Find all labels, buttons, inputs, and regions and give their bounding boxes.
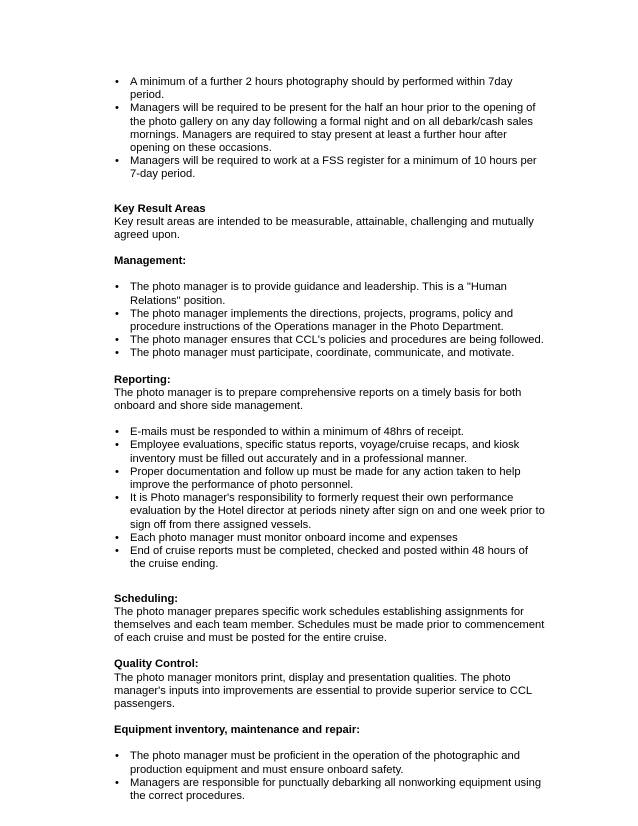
section-text: Key result areas are intended to be measurable, attainable, challenging and mutually agreed upon. <box>114 215 534 242</box>
bullet-icon: • <box>115 545 119 558</box>
list-item: • E-mails must be responded to within a minimum of 48hrs of receipt. <box>115 426 464 439</box>
bullet-icon: • <box>115 439 119 452</box>
list-item: • The photo manager must be proficient in the operation of the photographic and production equipment and must ensure onboard safety. <box>115 750 520 776</box>
list-item: • It is Photo manager's responsibility to formerly request their own performance evaluation by the Hotel director at periods ninety after sign on and one week prior to sign off from there assigned vessels. <box>115 492 545 531</box>
section-heading: Equipment inventory, maintenance and repair: <box>114 724 360 737</box>
intro-bullet-list <box>114 76 546 182</box>
section-heading: Quality Control: <box>114 658 199 671</box>
section-heading: Reporting: <box>114 373 171 386</box>
section-text: The photo manager is to prepare comprehensive reports on a timely basis for both onboard and shore side management. <box>114 386 522 413</box>
bullet-icon: • <box>115 281 119 294</box>
bullet-icon: • <box>115 776 119 789</box>
equipment-section <box>114 724 546 803</box>
scheduling-section <box>114 593 546 646</box>
list-item: • Managers will be required to work at a FSS register for a minimum of 10 hours per 7-day period. <box>115 155 537 181</box>
bullet-icon: • <box>115 102 119 115</box>
reporting-section <box>114 374 546 572</box>
bullet-icon: • <box>115 531 119 544</box>
bullet-icon: • <box>115 347 119 360</box>
bullet-icon: • <box>115 155 119 168</box>
key-result-section <box>114 203 546 243</box>
list-item: • The photo manager is to provide guidance and leadership. This is a "Human Relations" position. <box>115 281 507 307</box>
management-bullet-list <box>114 281 546 360</box>
list-item: • Managers will be required to be present for the half an hour prior to the opening of the photo gallery on any day following a formal night and on all debark/cash sales mornings. Managers are required to stay present at least a further hour after opening on these occasions. <box>115 102 536 155</box>
bullet-icon: • <box>115 492 119 505</box>
section-text: The photo manager prepares specific work schedules establishing assignments for themselves and each team member. Schedules must be made prior to commencement of each cruise and must be posted for the entire cruise. <box>114 605 545 645</box>
section-heading: Key Result Areas <box>114 202 206 215</box>
management-section <box>114 255 546 360</box>
bullet-icon: • <box>115 334 119 347</box>
list-item: • A minimum of a further 2 hours photography should by performed within 7day period. <box>115 76 513 102</box>
reporting-bullet-list <box>114 426 546 571</box>
list-item: • End of cruise reports must be completed, checked and posted within 48 hours of the cruise ending. <box>115 545 529 571</box>
list-item: • The photo manager must participate, coordinate, communicate, and motivate. <box>115 347 515 360</box>
section-heading: Scheduling: <box>114 592 179 605</box>
document-page <box>114 76 546 803</box>
section-text: The photo manager monitors print, display and presentation qualities. The photo manager's inputs into improvements are essential to provide superior service to CCL passengers. <box>114 671 532 710</box>
quality-control-section <box>114 658 546 711</box>
bullet-icon: • <box>115 465 119 478</box>
list-item: • Each photo manager must monitor onboard income and expenses <box>115 531 458 544</box>
bullet-icon: • <box>115 426 119 439</box>
bullet-icon: • <box>115 307 119 320</box>
list-item: • The photo manager implements the directions, projects, programs, policy and procedure instructions of the Operations manager in the Photo Department. <box>115 307 514 334</box>
section-heading: Management: <box>114 255 187 268</box>
list-item: • Employee evaluations, specific status reports, voyage/cruise recaps, and kiosk inventory must be filled out accurately and in a professional manner. <box>115 439 520 465</box>
equipment-bullet-list <box>114 750 546 803</box>
bullet-icon: • <box>115 750 119 763</box>
list-item: • Proper documentation and follow up must be made for any action taken to help improve the performance of photo personnel. <box>115 465 521 492</box>
list-item: • Managers are responsible for punctually debarking all nonworking equipment using the correct procedures. <box>115 776 542 802</box>
list-item: • The photo manager ensures that CCL's policies and procedures are being followed. <box>115 334 544 347</box>
bullet-icon: • <box>115 76 119 88</box>
